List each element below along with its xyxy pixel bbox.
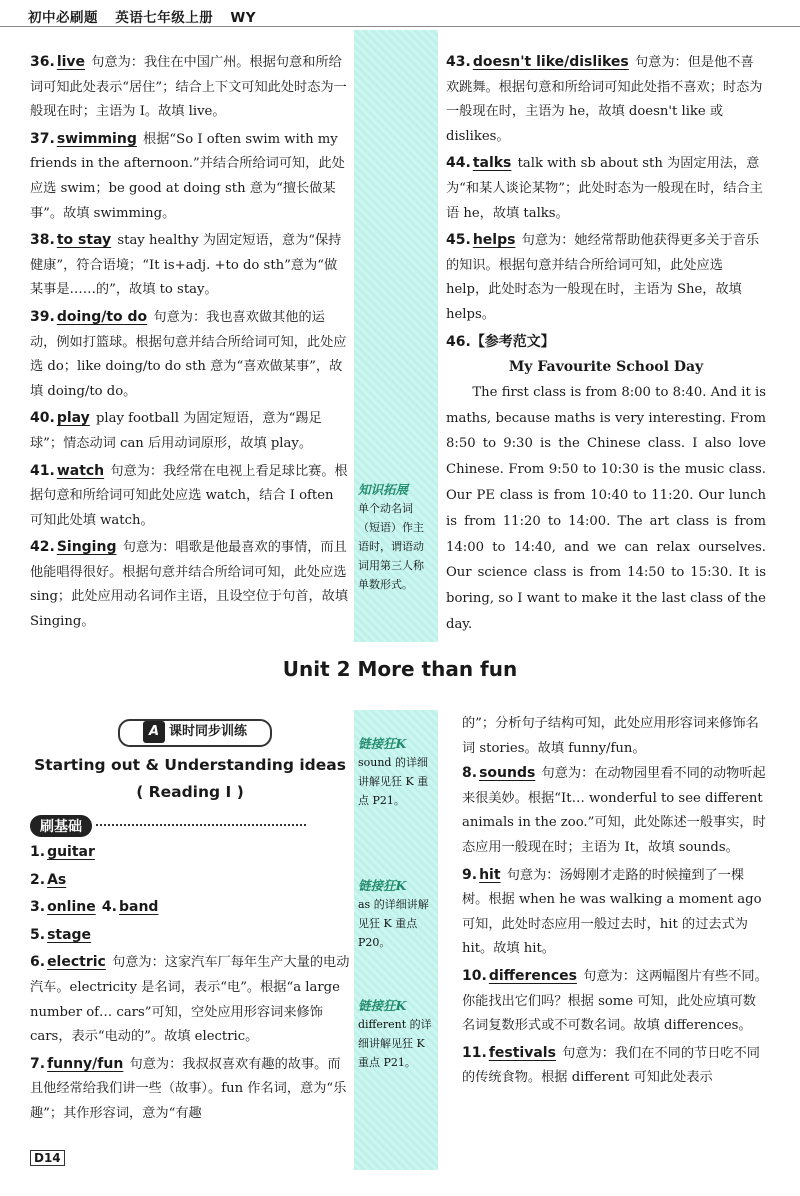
answer-number: 6. (30, 954, 46, 971)
essay-body: The first class is from 8:00 to 8:40. And it is maths, because maths is very interesting. From 8:50 to 9:30 is the Chinese class. I also love Chinese. From 9:50 to 10:30 is the music class. Our PE class is from 10:40 to 11:20. Our lunch is from 11:20 to 14:00. The art class is from 14:00 to 14:40, and we can relax ourselves. Our science class is from 14:50 to 15:30. It is boring, so I want to make it the last class of the day. (446, 384, 766, 632)
answer-explanation: 句意为：我也喜欢做其他的运动，例如打篮球。根据句意并结合所给词可知，此处应选 do；like doing/to do sth 意为“喜欢做某事”，故填 doing/to do。 (30, 309, 347, 399)
answer-number: 8. (462, 765, 478, 782)
essay-block (446, 330, 766, 638)
answer-explanation: 句意为：我住在中国广州。根据句意和所给词可知此处表示“居住”；结合上下文可知此处时态为一般现在时；主语为 I。故填 live。 (30, 55, 347, 120)
link-note-title: 链接狂K (358, 878, 407, 893)
answer-text: sounds (479, 765, 536, 782)
answer-number: 2. (30, 871, 46, 888)
note-body: 单个动名词（短语）作主语时，谓语动词用第三人称单数形式。 (358, 502, 424, 591)
answer-item (446, 151, 766, 226)
answer-explanation: 句意为：我叔叔喜欢有趣的故事。而且他经常给我们讲一些（故事）。fun 作名词，意为“乐趣”；其作形容词，意为“有趣 (30, 1056, 347, 1121)
answer-explanation: 句意为：唱歌是他最喜欢的事情，而且他能唱得很好。根据句意并结合所给词可知，此处应选 sing；此处应用动名词作主语，且设空位于句首，故填 Singing。 (30, 540, 349, 630)
answer-item (30, 895, 350, 921)
answer-number: 1. (30, 844, 46, 860)
answers-left-bottom (30, 840, 350, 1129)
answer-text: to stay (56, 232, 112, 249)
answer-text: stage (47, 926, 92, 943)
answer-text: Singing (56, 539, 117, 556)
answer-explanation: 句意为：我们在不同的节日吃不同的传统食物。根据 different 可知此处表示 (462, 1045, 760, 1086)
brush-basics (30, 815, 350, 837)
answer-explanation: 句意为：在动物园里看不同的动物听起来很美妙。根据“It… wonderful to see different animals in the zoo.”可知，此处陈述一般事实，时态应用一般现在时；主语为 It，故填 sounds。 (462, 766, 766, 855)
section-title-line1: Starting out & Understanding ideas (34, 756, 346, 774)
answer-item (446, 228, 766, 327)
answer-text: festivals (488, 1044, 556, 1061)
link-note-body: different 的详细讲解见狂 K 重点 P21。 (358, 1018, 432, 1069)
link-note-body: as 的详细讲解见狂 K 重点 P20。 (358, 898, 429, 949)
answer-explanation: 句意为：但是他不喜欢跳舞。根据句意和所给词可知此处指不喜欢；时态为一般现在时，主语为 he，故填 doesn't like 或 dislikes。 (446, 55, 763, 144)
link-note-2 (358, 876, 436, 952)
answer-item (30, 127, 350, 226)
answer-text: helps (472, 232, 516, 249)
answer-explanation: 句意为：汤姆刚才走路的时候撞到了一棵树。根据 when he was walking a moment ago 可知，此处时态应用一般过去时，hit 的过去式为 hit。故填 hit。 (462, 867, 762, 957)
answer-item (30, 535, 350, 634)
answer-explanation: 句意为：我经常在电视上看足球比赛。根据句意和所给词可知此处应选 watch，结合 I often 可知此处填 watch。 (30, 463, 348, 528)
edition: WY (230, 10, 257, 26)
essay-title: My Favourite School Day (508, 359, 704, 376)
page-number: D14 (30, 1150, 65, 1166)
answer-item (30, 923, 350, 949)
answer-number: 36. (30, 54, 55, 70)
answers-left-top (30, 50, 350, 637)
answer-item (462, 863, 768, 962)
answer-text: live (56, 54, 86, 70)
answer-explanation: play football 为固定短语，意为“踢足球”；情态动词 can 后用动词原形，故填 play。 (30, 411, 322, 451)
link-note-body: sound 的详细讲解见狂 K 重点 P21。 (358, 756, 429, 807)
answer-number: 41. (30, 462, 55, 479)
answer-number: 38. (30, 232, 55, 249)
dotted-line (96, 824, 306, 826)
answer-item (30, 840, 350, 866)
badge-text: 课时同步训练 (169, 724, 248, 739)
answer-item (30, 950, 350, 1049)
essay-num: 46. (446, 333, 471, 350)
link-note-title: 链接狂K (358, 998, 407, 1013)
section-badge (118, 719, 272, 747)
answer-explanation: stay healthy 为固定短语，意为“保持健康”，符合语境；“It is+adj. +to do sth”意为“做某事是……的”，故填 to stay。 (30, 233, 342, 298)
answer-item (30, 406, 350, 456)
answer-text: doing/to do (56, 308, 148, 325)
link-note-title: 链接狂K (358, 736, 407, 751)
answer-item (30, 868, 350, 894)
answer-number: 3. (30, 899, 46, 916)
answers-right-top (446, 50, 766, 640)
answer-text: online (47, 899, 96, 916)
answer-number: 40. (30, 410, 55, 427)
continued-text: 的”；分析句子结构可知，此处应用形容词来修饰名词 stories。故填 funny/fun。 (462, 716, 759, 756)
badge-letter: A (143, 721, 165, 743)
answer-item (30, 1052, 350, 1127)
answer-text: funny/fun (47, 1055, 124, 1072)
brush-label: 刷基础 (30, 815, 92, 837)
answer-text: play (56, 410, 90, 427)
answer-text: differences (488, 967, 577, 984)
answer-number: 7. (30, 1055, 46, 1072)
answer-number: 5. (30, 926, 46, 943)
answer-number: 44. (446, 155, 471, 172)
essay-label: 【参考范文】 (470, 333, 555, 350)
answer-item (462, 964, 768, 1039)
header-divider (0, 26, 800, 27)
unit-title: Unit 2 More than fun (282, 657, 518, 681)
answer-item (30, 50, 350, 125)
answer-text: watch (56, 462, 105, 479)
answer-item (446, 50, 766, 149)
answer-item (462, 761, 768, 860)
answer-text: band (118, 899, 159, 916)
answer-number: 4. (101, 899, 117, 916)
answers-right-bottom (462, 712, 768, 1093)
answer-number: 45. (446, 232, 471, 249)
answer-text: talks (472, 155, 512, 172)
answer-explanation: talk with sb about sth 为固定用法，意为“和某人谈论某物”；此处时态为一般现在时，结合主语 he，故填 talks。 (446, 156, 763, 221)
answer-text: guitar (47, 844, 95, 860)
answer-text: swimming (56, 130, 137, 147)
answer-number: 37. (30, 130, 55, 147)
answer-explanation: 句意为：这家汽车厂每年生产大量的电动汽车。electricity 是名词，表示“电”。根据“a large number of… cars”可知，空处应用形容词来修饰 cars，表示“电动的”。故填 electric。 (30, 955, 350, 1045)
page-header (28, 6, 268, 26)
answer-text: hit (479, 866, 501, 883)
note-title: 知识拓展 (358, 482, 409, 497)
subject-name: 英语七年级上册 (115, 10, 214, 26)
section-title-line2: ( Reading Ⅰ ) (136, 783, 244, 801)
answer-number: 43. (446, 54, 471, 70)
section-title (30, 752, 350, 806)
answer-item (30, 459, 350, 534)
link-note-1 (358, 734, 436, 810)
answer-explanation: 句意为：这两幅图片有些不同。你能找出它们吗？根据 some 可知，此处应填可数名词复数形式或不可数名词。故填 differences。 (462, 968, 768, 1034)
answer-number: 39. (30, 308, 55, 325)
answer-text: doesn't like/dislikes (472, 54, 629, 70)
answer-item (462, 1041, 768, 1091)
answer-explanation: 根据“So I often swim with my friends in the afternoon.”并结合所给词可知，此处应选 swim；be good at doing sth 意为“擅长做某事”。故填 swimming。 (30, 131, 345, 221)
answer-explanation: 句意为：她经常帮助他获得更多关于音乐的知识。根据句意并结合所给词可知，此处应选 help，此处时态为一般现在时，主语为 She，故填 helps。 (446, 233, 760, 322)
answer-number: 9. (462, 866, 478, 883)
answer-text: As (47, 871, 67, 888)
link-note-3 (358, 996, 436, 1072)
knowledge-note (358, 480, 434, 594)
answer-item (30, 305, 350, 404)
answer-text: electric (47, 954, 106, 971)
answer-number: 42. (30, 539, 55, 556)
answer-item (30, 228, 350, 303)
book-name: 初中必刷题 (28, 10, 98, 26)
answer-number: 11. (462, 1044, 487, 1061)
answer-number: 10. (462, 967, 487, 984)
